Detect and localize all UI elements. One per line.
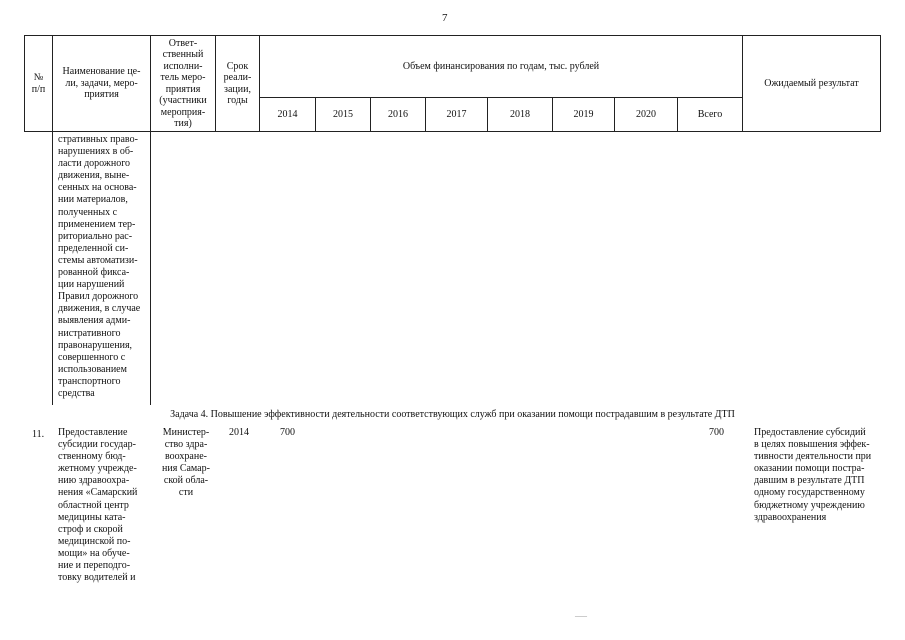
row-term: 2014 <box>229 427 249 438</box>
year-header-2017: 2017 <box>426 98 488 132</box>
row-number: 11. <box>32 429 45 440</box>
column-divider <box>150 132 151 405</box>
row-activity-name: Предоставление субсидии государ- ственному бюд- жетному учрежде- нию здравоохра- нения «Самарский областной центр медицины ката- строф и скорой медицинской по- мощи» на обуче- ние и переподго- товку водителей и <box>58 427 138 584</box>
year-header-2018: 2018 <box>488 98 553 132</box>
row-amount-2014: 700 <box>280 427 295 438</box>
column-header-result: Ожидаемый результат <box>743 36 881 132</box>
year-header-2015: 2015 <box>316 98 371 132</box>
page-number: 7 <box>442 12 448 24</box>
column-header-number: № п/п <box>25 36 53 132</box>
column-header-executor: Ответ- ственный исполни- тель меро- приятия (участники мероприя- тия) <box>151 36 216 132</box>
year-header-2014: 2014 <box>260 98 316 132</box>
row-amount-total: 700 <box>709 427 724 438</box>
column-header-term: Срок реали- зации, годы <box>216 36 260 132</box>
year-header-total: Всего <box>678 98 743 132</box>
column-header-funding: Объем финансирования по годам, тыс. рублей <box>260 36 743 98</box>
continuation-text: стративных право- нарушениях в об- ласти дорожного движения, выне- сенных на основа- нии материалов, полученных с применением тер- риториально рас- пределенной си- стемы автоматизи- рованной фикса- ции нарушений Правил дорожного движения, в случае выявления адми- нистративного правонарушения, совершенного с использованием транспортного средства <box>58 134 141 399</box>
column-header-name: Наименование це- ли, задачи, меро- приятия <box>53 36 151 132</box>
row-expected-result: Предоставление субсидий в целях повышения эффек- тивности деятельности при оказании помощи постра- давшим в результате ДТП одному государственному бюджетному учреждению здравоохранения <box>754 427 872 523</box>
row-executor: Министер- ство здра- воохране- ния Самар- ской обла- сти <box>162 427 210 499</box>
column-divider <box>52 132 53 405</box>
funding-table-header <box>24 35 881 132</box>
scan-mark: ‒‒‒ <box>575 611 587 620</box>
year-header-2020: 2020 <box>615 98 678 132</box>
year-header-2016: 2016 <box>371 98 426 132</box>
year-header-2019: 2019 <box>553 98 615 132</box>
task-heading: Задача 4. Повышение эффективности деятельности соответствующих служб при оказании помощи пострадавшим в результате ДТП <box>170 409 735 420</box>
